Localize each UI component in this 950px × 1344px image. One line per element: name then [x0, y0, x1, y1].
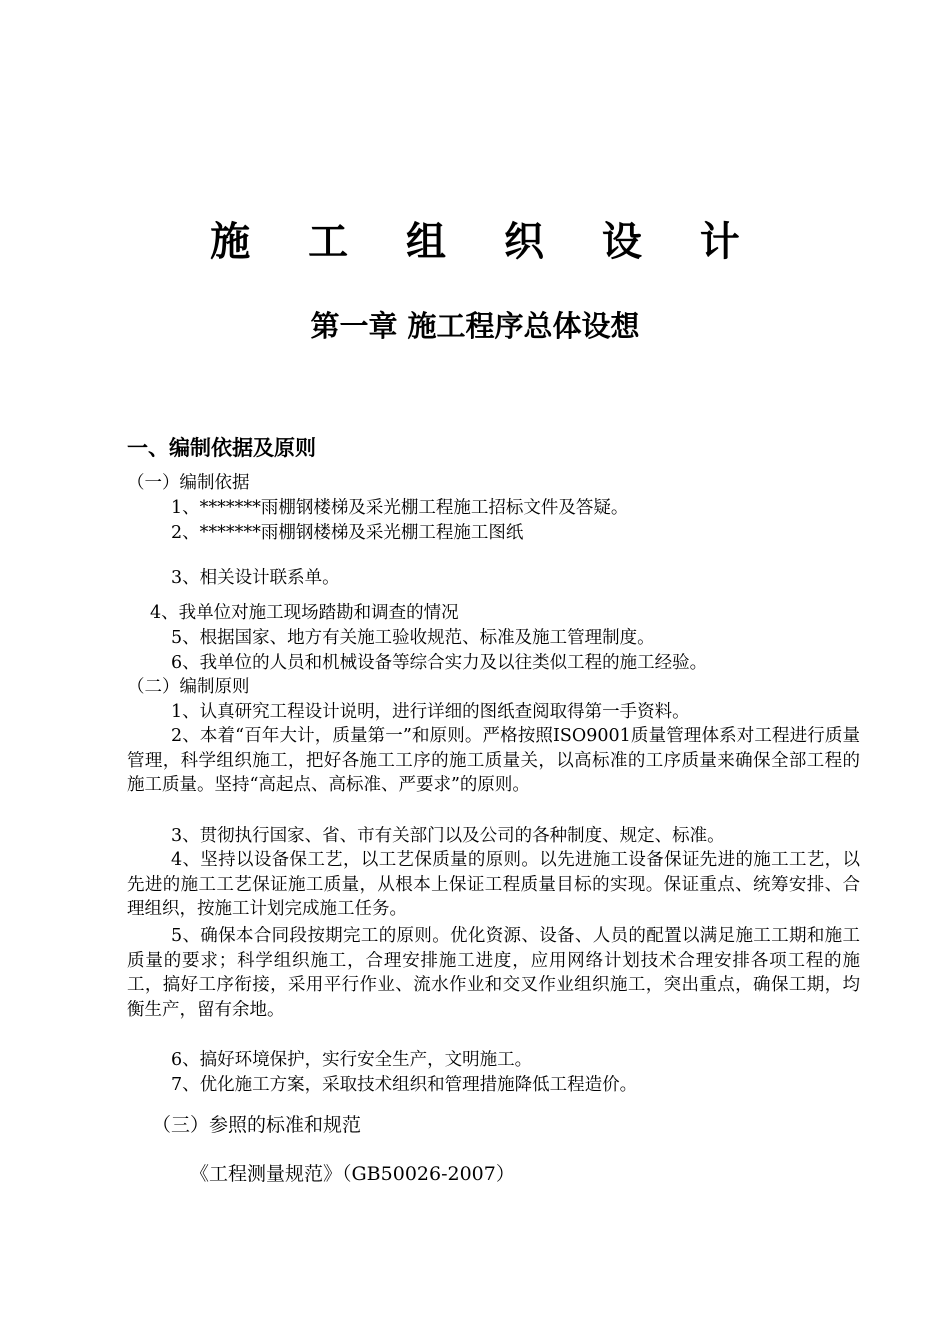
document-title: 施 工 组 织 设 计 — [210, 219, 762, 265]
principle-item-1: 1、认真研究工程设计说明，进行详细的图纸查阅取得第一手资料。 — [171, 702, 690, 722]
principle-item-4: 4、坚持以设备保工艺，以工艺保质量的原则。以先进施工设备保证先进的施工工艺，以先进的施工工艺保证施工质量，从根本上保证工程质量目标的实现。保证重点、统筹安排、合理组织，按施工计划完成施工任务。 — [127, 850, 860, 920]
principle-item-5: 5、确保本合同段按期完工的原则。优化资源、设备、人员的配置以满足施工工期和施工质量的要求；科学组织施工，合理安排施工进度，应用网络计划技术合理安排各项工程的施工，搞好工序衔接，采用平行作业、流水作业和交叉作业组织施工，突出重点，确保工期，均衡生产，留有余地。 — [127, 926, 860, 1020]
principle-item-3: 3、贯彻执行国家、省、市有关部门以及公司的各种制度、规定、标准。 — [171, 826, 725, 846]
subsection-heading-standards: （三）参照的标准和规范 — [152, 1114, 362, 1136]
subsection-heading-principles: （二）编制原则 — [127, 677, 250, 697]
subsection-heading-basis: （一）编制依据 — [127, 473, 250, 493]
principle-item-7: 7、优化施工方案，采取技术组织和管理措施降低工程造价。 — [171, 1075, 638, 1095]
basis-item-3: 3、相关设计联系单。 — [171, 568, 340, 588]
principle-item-2: 2、本着“百年大计，质量第一”和原则。严格按照ISO9001质量管理体系对工程进行质量管理，科学组织施工，把好各施工工序的施工质量关，以高标准的工序质量来确保全部工程的施工质量。坚持“高起点、高标准、严要求”的原则。 — [127, 726, 860, 796]
basis-item-2: 2、*******雨棚钢楼梯及采光棚工程施工图纸 — [171, 523, 524, 543]
basis-item-1: 1、*******雨棚钢楼梯及采光棚工程施工招标文件及答疑。 — [171, 498, 629, 518]
basis-item-5: 5、根据国家、地方有关施工验收规范、标准及施工管理制度。 — [171, 628, 655, 648]
section-heading: 一、编制依据及原则 — [127, 436, 316, 460]
standard-item-1: 《工程测量规范》（GB50026-2007） — [190, 1163, 515, 1185]
chapter-heading: 第一章 施工程序总体设想 — [310, 309, 640, 343]
basis-item-6: 6、我单位的人员和机械设备等综合实力及以往类似工程的施工经验。 — [171, 653, 708, 673]
basis-item-4: 4、我单位对施工现场踏勘和调查的情况 — [150, 603, 459, 623]
principle-item-6: 6、搞好环境保护，实行安全生产，文明施工。 — [171, 1050, 533, 1070]
